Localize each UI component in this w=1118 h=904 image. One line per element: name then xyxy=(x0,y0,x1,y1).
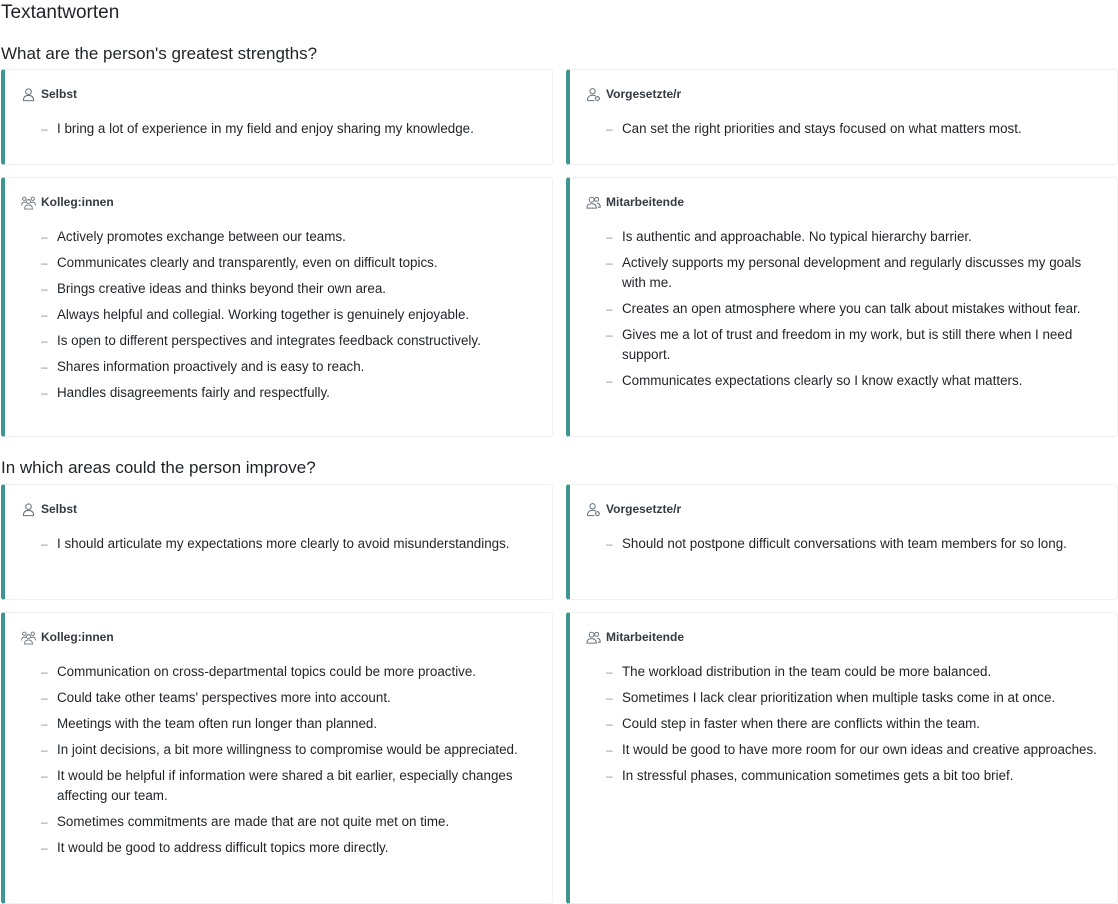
card-header xyxy=(586,501,681,517)
answer-card-self xyxy=(1,69,553,165)
answer-item: – Shares information proactively and is easy to reach. xyxy=(5,357,552,377)
answer-item: – Handles disagreements fairly and respectfully. xyxy=(5,383,552,403)
answer-item: – Sometimes I lack clear prioritization when multiple tasks come in at once. xyxy=(570,688,1117,708)
colleagues-icon xyxy=(21,195,36,210)
colleagues-icon xyxy=(21,630,36,645)
answer-item: – Brings creative ideas and thinks beyond their own area. xyxy=(5,279,552,299)
card-title: Mitarbeitende xyxy=(606,195,685,209)
answer-item: – Actively promotes exchange between our teams. xyxy=(5,227,552,247)
supervisor-icon xyxy=(586,87,601,102)
card-header xyxy=(586,194,684,210)
answer-list xyxy=(570,227,1117,397)
section-title-strengths: What are the person's greatest strengths? xyxy=(1,44,318,63)
person-icon xyxy=(21,87,36,102)
supervisor-icon xyxy=(586,502,601,517)
answer-item: – It would be good to address difficult topics more directly. xyxy=(5,838,552,858)
answer-list xyxy=(5,534,552,560)
card-title: Vorgesetzte/r xyxy=(606,87,682,101)
answer-item: – I should articulate my expectations more clearly to avoid misunderstandings. xyxy=(5,534,552,554)
employees-icon xyxy=(586,630,601,645)
person-icon xyxy=(21,502,36,517)
answer-card-self xyxy=(1,484,553,600)
card-title: Vorgesetzte/r xyxy=(606,502,682,516)
answer-card-employees xyxy=(566,612,1118,904)
answer-item: – In stressful phases, communication sometimes gets a bit too brief. xyxy=(570,766,1117,786)
answer-list xyxy=(5,227,552,409)
answer-item: – Is open to different perspectives and integrates feedback constructively. xyxy=(5,331,552,351)
card-header xyxy=(21,194,114,210)
answer-card-colleagues xyxy=(1,612,553,904)
answer-item: – Creates an open atmosphere where you can talk about mistakes without fear. xyxy=(570,299,1117,319)
answer-item: – The workload distribution in the team could be more balanced. xyxy=(570,662,1117,682)
answer-item: – Gives me a lot of trust and freedom in my work, but is still there when I need support. xyxy=(570,325,1117,365)
answer-item: – Should not postpone difficult conversations with team members for so long. xyxy=(570,534,1117,554)
answer-item: – Communicates clearly and transparently, even on difficult topics. xyxy=(5,253,552,273)
card-title: Kolleg:innen xyxy=(41,195,114,209)
answer-item: – In joint decisions, a bit more willingness to compromise would be appreciated. xyxy=(5,740,552,760)
card-header xyxy=(586,86,681,102)
page-title: Textantworten xyxy=(1,2,120,23)
answer-item: – Can set the right priorities and stays focused on what matters most. xyxy=(570,119,1117,139)
card-title: Kolleg:innen xyxy=(41,630,114,644)
answer-item: – Could step in faster when there are conflicts within the team. xyxy=(570,714,1117,734)
answer-card-employees xyxy=(566,177,1118,437)
card-header xyxy=(21,629,114,645)
card-title: Selbst xyxy=(41,502,78,516)
answer-list xyxy=(570,534,1117,560)
answer-list xyxy=(5,119,552,145)
answer-list xyxy=(570,119,1117,145)
answer-item: – Could take other teams' perspectives more into account. xyxy=(5,688,552,708)
card-title: Selbst xyxy=(41,87,78,101)
answer-list xyxy=(570,662,1117,792)
answer-item: – Communicates expectations clearly so I know exactly what matters. xyxy=(570,371,1117,391)
card-header xyxy=(21,501,77,517)
answer-item: – I bring a lot of experience in my field and enjoy sharing my knowledge. xyxy=(5,119,552,139)
answer-item: – It would be helpful if information were shared a bit earlier, especially changes affecting our team. xyxy=(5,766,552,806)
employees-icon xyxy=(586,195,601,210)
card-header xyxy=(586,629,684,645)
answer-card-colleagues xyxy=(1,177,553,437)
answer-item: – Is authentic and approachable. No typical hierarchy barrier. xyxy=(570,227,1117,247)
answer-item: – Always helpful and collegial. Working together is genuinely enjoyable. xyxy=(5,305,552,325)
answer-item: – Communication on cross-departmental topics could be more proactive. xyxy=(5,662,552,682)
card-header xyxy=(21,86,77,102)
answer-item: – It would be good to have more room for our own ideas and creative approaches. xyxy=(570,740,1117,760)
section-title-improvements: In which areas could the person improve? xyxy=(1,458,316,477)
answer-card-supervisor xyxy=(566,484,1118,600)
card-title: Mitarbeitende xyxy=(606,630,685,644)
answer-item: – Meetings with the team often run longer than planned. xyxy=(5,714,552,734)
answer-card-supervisor xyxy=(566,69,1118,165)
answer-item: – Actively supports my personal development and regularly discusses my goals with me. xyxy=(570,253,1117,293)
answer-item: – Sometimes commitments are made that are not quite met on time. xyxy=(5,812,552,832)
answer-list xyxy=(5,662,552,864)
